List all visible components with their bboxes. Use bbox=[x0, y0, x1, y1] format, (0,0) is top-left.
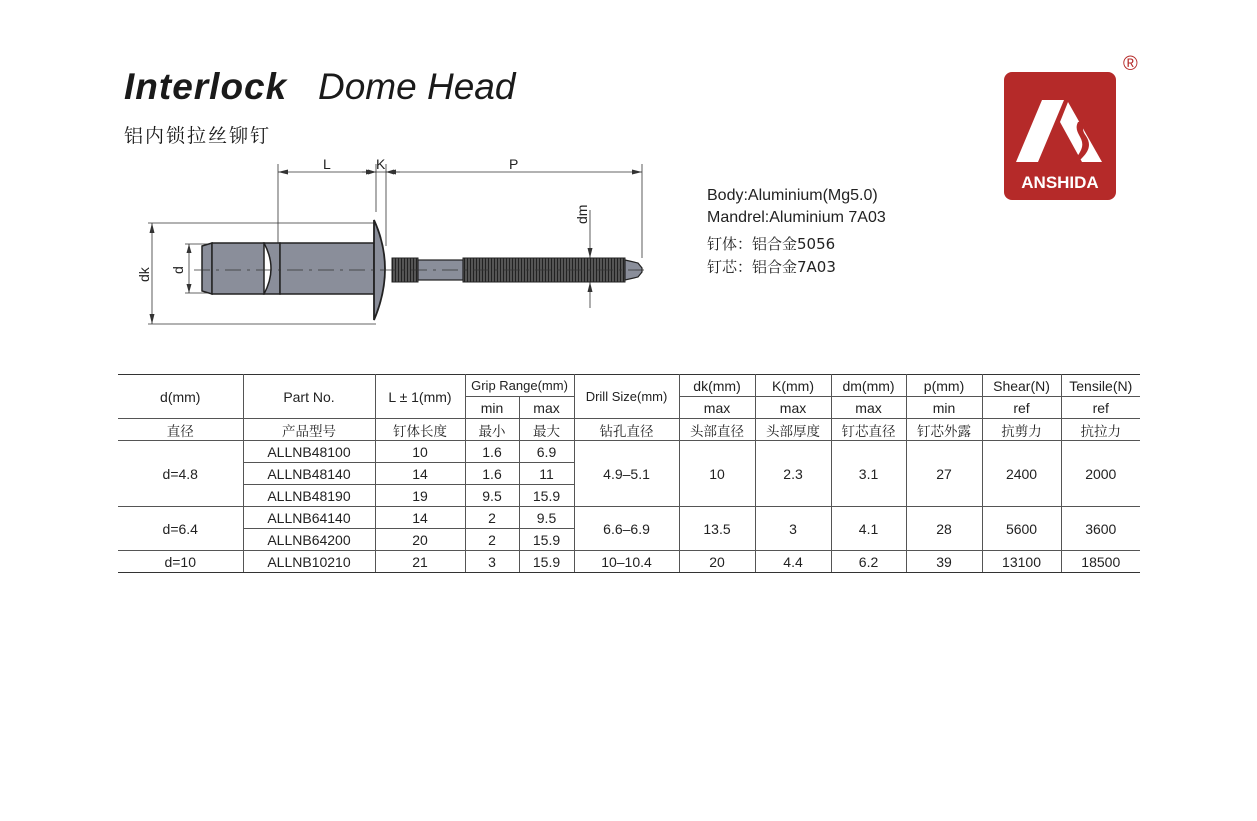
dim-label-d: d bbox=[170, 266, 186, 274]
logo-brand-text: ANSHIDA bbox=[1021, 173, 1099, 192]
length-value: 21 bbox=[375, 551, 465, 573]
tensile-value: 2000 bbox=[1061, 441, 1140, 507]
header-cn-length: 钉体长度 bbox=[375, 419, 465, 441]
header-shear-sub: ref bbox=[982, 397, 1061, 419]
header-cn-min: 最小 bbox=[465, 419, 519, 441]
group-diameter: d=10 bbox=[118, 551, 243, 573]
part-number: ALLNB48190 bbox=[243, 485, 375, 507]
drill-size-value: 10–10.4 bbox=[574, 551, 679, 573]
page-subtitle: 铝内锁拉丝铆钉 bbox=[124, 125, 272, 147]
header-dm-sub: max bbox=[831, 397, 906, 419]
k-value: 2.3 bbox=[755, 441, 831, 507]
table-row bbox=[118, 551, 1140, 573]
length-value: 20 bbox=[375, 529, 465, 551]
rivet-drawing bbox=[130, 150, 660, 340]
grip-min-value: 2 bbox=[465, 529, 519, 551]
header-tensile: Tensile(N) bbox=[1061, 375, 1140, 397]
header-cn-max: 最大 bbox=[519, 419, 574, 441]
grip-min-value: 9.5 bbox=[465, 485, 519, 507]
spec-table bbox=[118, 374, 1140, 573]
p-value: 28 bbox=[906, 507, 982, 551]
grip-min-value: 1.6 bbox=[465, 463, 519, 485]
page-title-light: Dome Head bbox=[318, 66, 516, 107]
header-cn-p: 钉芯外露 bbox=[906, 419, 982, 441]
grip-max-value: 15.9 bbox=[519, 529, 574, 551]
header-cn-part-no: 产品型号 bbox=[243, 419, 375, 441]
body-material-cn: 钉体：铝合金5056 bbox=[707, 235, 836, 253]
dm-value: 6.2 bbox=[831, 551, 906, 573]
header-cn-k: 头部厚度 bbox=[755, 419, 831, 441]
grip-max-value: 6.9 bbox=[519, 441, 574, 463]
header-length: L ± 1(mm) bbox=[375, 375, 465, 419]
length-value: 14 bbox=[375, 463, 465, 485]
header-grip-max: max bbox=[519, 397, 574, 419]
header-drill-size: Drill Size(mm) bbox=[574, 375, 679, 419]
k-value: 3 bbox=[755, 507, 831, 551]
header-cn-d: 直径 bbox=[118, 419, 243, 441]
length-value: 10 bbox=[375, 441, 465, 463]
group-diameter: d=6.4 bbox=[118, 507, 243, 551]
p-value: 27 bbox=[906, 441, 982, 507]
header-grip-min: min bbox=[465, 397, 519, 419]
part-number: ALLNB48100 bbox=[243, 441, 375, 463]
dim-label-L: L bbox=[323, 156, 331, 172]
dim-label-K: K bbox=[376, 156, 386, 172]
header-cn-tensile: 抗拉力 bbox=[1061, 419, 1140, 441]
dk-value: 13.5 bbox=[679, 507, 755, 551]
dim-label-dk: dk bbox=[136, 267, 152, 282]
grip-max-value: 15.9 bbox=[519, 551, 574, 573]
header-p-sub: min bbox=[906, 397, 982, 419]
material-specs bbox=[707, 185, 886, 279]
length-value: 19 bbox=[375, 485, 465, 507]
part-number: ALLNB64140 bbox=[243, 507, 375, 529]
table-row bbox=[118, 507, 1140, 529]
table-row bbox=[118, 441, 1140, 463]
shear-value: 5600 bbox=[982, 507, 1061, 551]
body-material-en: Body:Aluminium(Mg5.0) bbox=[707, 187, 878, 204]
registered-mark: ® bbox=[1123, 53, 1138, 75]
shear-value: 13100 bbox=[982, 551, 1061, 573]
dm-value: 4.1 bbox=[831, 507, 906, 551]
p-value: 39 bbox=[906, 551, 982, 573]
part-number: ALLNB10210 bbox=[243, 551, 375, 573]
tensile-value: 3600 bbox=[1061, 507, 1140, 551]
length-value: 14 bbox=[375, 507, 465, 529]
header-dk: dk(mm) bbox=[679, 375, 755, 397]
grip-min-value: 1.6 bbox=[465, 441, 519, 463]
tensile-value: 18500 bbox=[1061, 551, 1140, 573]
anshida-logo bbox=[1004, 72, 1116, 200]
drill-size-value: 4.9–5.1 bbox=[574, 441, 679, 507]
grip-max-value: 11 bbox=[519, 463, 574, 485]
header-k: K(mm) bbox=[755, 375, 831, 397]
header-d: d(mm) bbox=[118, 375, 243, 419]
mandrel-material-cn: 钉芯：铝合金7A03 bbox=[707, 258, 836, 276]
dm-value: 3.1 bbox=[831, 441, 906, 507]
part-number: ALLNB48140 bbox=[243, 463, 375, 485]
grip-max-value: 9.5 bbox=[519, 507, 574, 529]
header-p: p(mm) bbox=[906, 375, 982, 397]
header-dk-sub: max bbox=[679, 397, 755, 419]
header-cn-drill: 钻孔直径 bbox=[574, 419, 679, 441]
header-k-sub: max bbox=[755, 397, 831, 419]
dim-label-dm: dm bbox=[574, 204, 590, 224]
k-value: 4.4 bbox=[755, 551, 831, 573]
header-tensile-sub: ref bbox=[1061, 397, 1140, 419]
shear-value: 2400 bbox=[982, 441, 1061, 507]
dk-value: 10 bbox=[679, 441, 755, 507]
header-shear: Shear(N) bbox=[982, 375, 1061, 397]
dim-label-P: P bbox=[509, 156, 519, 172]
group-diameter: d=4.8 bbox=[118, 441, 243, 507]
header-cn-dk: 头部直径 bbox=[679, 419, 755, 441]
grip-min-value: 2 bbox=[465, 507, 519, 529]
drill-size-value: 6.6–6.9 bbox=[574, 507, 679, 551]
dk-value: 20 bbox=[679, 551, 755, 573]
header-part-no: Part No. bbox=[243, 375, 375, 419]
grip-min-value: 3 bbox=[465, 551, 519, 573]
header-cn-dm: 钉芯直径 bbox=[831, 419, 906, 441]
page-title-bold: Interlock bbox=[124, 66, 288, 107]
mandrel-material-en: Mandrel:Aluminium 7A03 bbox=[707, 209, 886, 226]
grip-max-value: 15.9 bbox=[519, 485, 574, 507]
header-cn-shear: 抗剪力 bbox=[982, 419, 1061, 441]
part-number: ALLNB64200 bbox=[243, 529, 375, 551]
header-dm: dm(mm) bbox=[831, 375, 906, 397]
header-grip-range: Grip Range(mm) bbox=[465, 375, 574, 397]
